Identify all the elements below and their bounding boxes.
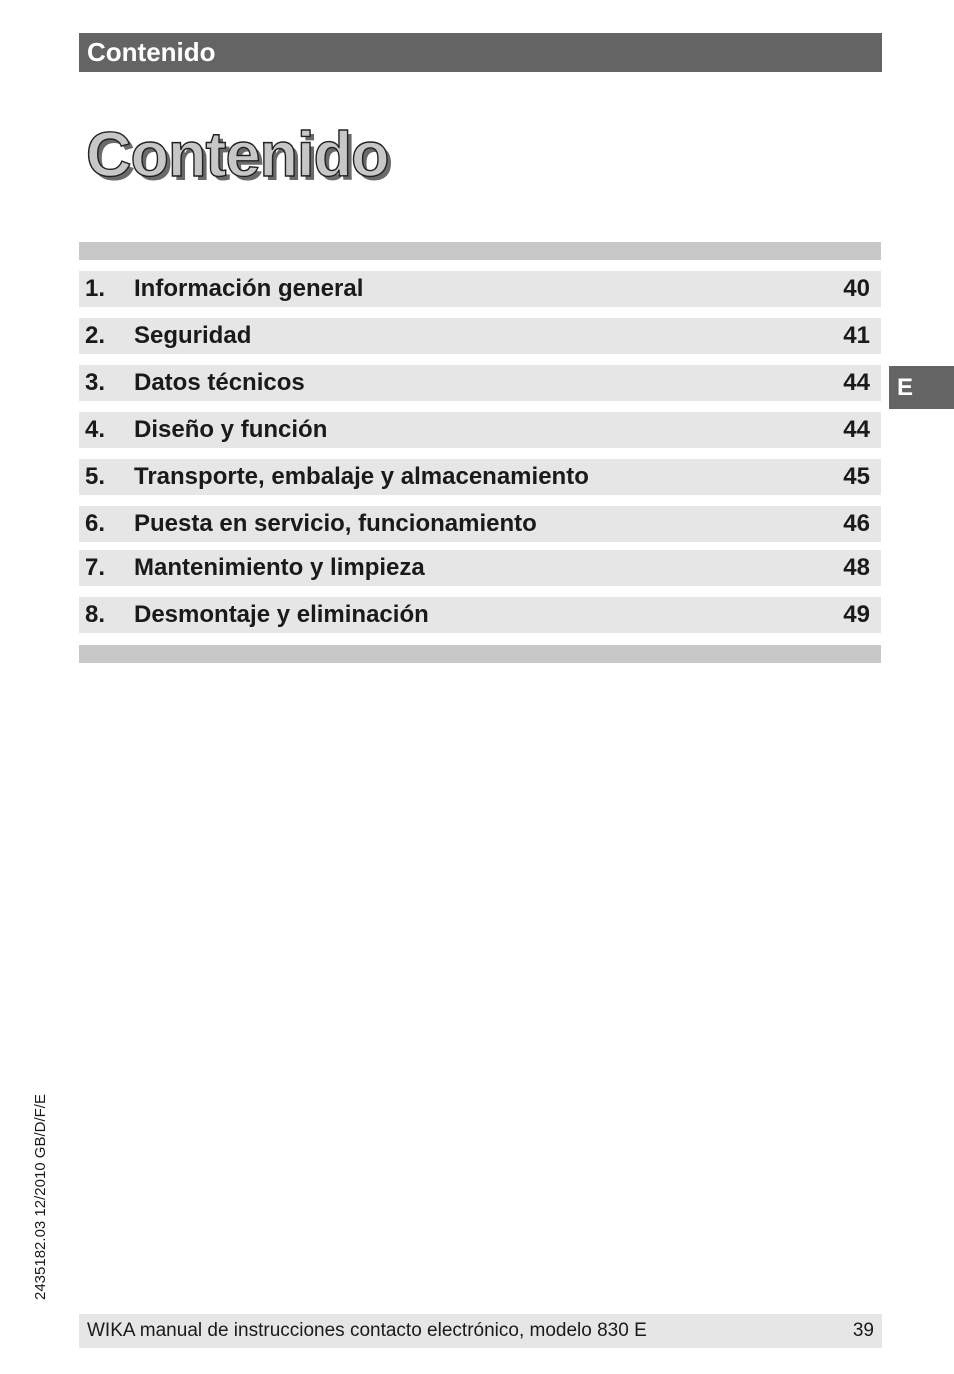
toc-item-number: 4. bbox=[85, 416, 106, 443]
toc-item-page: 44 bbox=[843, 369, 870, 396]
footer-page-number: 39 bbox=[852, 1320, 874, 1341]
toc-row-2[interactable] bbox=[79, 318, 881, 354]
toc-item-number: 8. bbox=[85, 601, 106, 628]
toc-item-number: 6. bbox=[85, 510, 106, 537]
toc-row-5[interactable] bbox=[79, 459, 881, 495]
toc-item-page: 41 bbox=[843, 322, 870, 349]
toc-item-page: 45 bbox=[843, 463, 870, 490]
toc-item-page: 44 bbox=[843, 416, 870, 443]
toc-item-page: 48 bbox=[843, 554, 870, 581]
toc-item-title: Transporte, embalaje y almacenamiento bbox=[134, 463, 589, 490]
toc-top-rule bbox=[79, 242, 881, 260]
toc-item-title: Información general bbox=[134, 275, 364, 302]
toc-item-page: 40 bbox=[843, 275, 870, 302]
toc-item-title: Desmontaje y eliminación bbox=[134, 601, 429, 628]
page-title: Contenido bbox=[86, 120, 389, 190]
toc-item-title: Datos técnicos bbox=[134, 369, 305, 396]
toc-row-4[interactable] bbox=[79, 412, 881, 448]
toc-item-number: 5. bbox=[85, 463, 106, 490]
toc-item-title: Diseño y función bbox=[134, 416, 328, 443]
toc-bottom-rule bbox=[79, 645, 881, 663]
language-tab[interactable]: E bbox=[889, 366, 954, 409]
footer-text: WIKA manual de instrucciones contacto electrónico, modelo 830 E bbox=[87, 1320, 647, 1341]
toc-item-number: 2. bbox=[85, 322, 106, 349]
toc-row-6[interactable] bbox=[79, 506, 881, 542]
section-header-bar bbox=[79, 33, 882, 72]
toc-item-page: 46 bbox=[843, 510, 870, 537]
section-header-title: Contenido bbox=[87, 37, 216, 67]
toc-item-title: Seguridad bbox=[134, 322, 252, 349]
toc-row-3[interactable] bbox=[79, 365, 881, 401]
toc-item-page: 49 bbox=[843, 601, 870, 628]
toc-item-number: 1. bbox=[85, 275, 106, 302]
toc-item-title: Mantenimiento y limpieza bbox=[134, 554, 425, 581]
page-footer bbox=[79, 1314, 882, 1348]
toc-row-1[interactable] bbox=[79, 271, 881, 307]
toc-item-number: 7. bbox=[85, 554, 106, 581]
toc-row-8[interactable] bbox=[79, 597, 881, 633]
toc-row-7[interactable] bbox=[79, 550, 881, 586]
toc-item-title: Puesta en servicio, funcionamiento bbox=[134, 510, 537, 537]
document-code: 2435182.03 12/2010 GB/D/F/E bbox=[32, 1094, 49, 1300]
toc-item-number: 3. bbox=[85, 369, 106, 396]
